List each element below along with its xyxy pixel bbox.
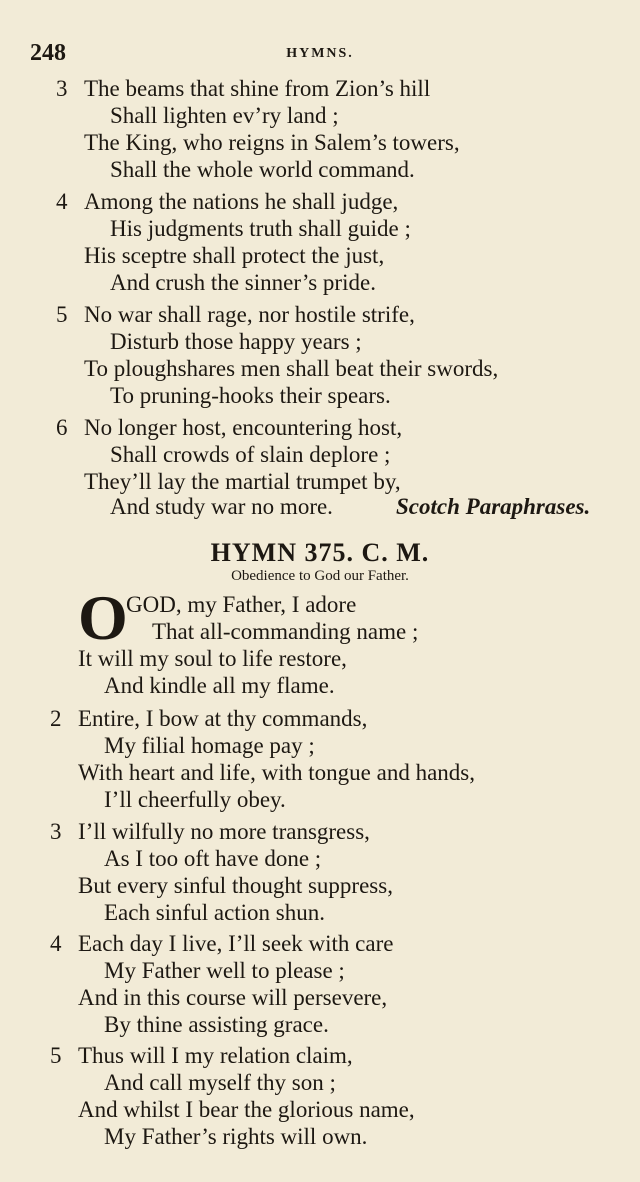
stanza-number: 5 [50, 1043, 62, 1068]
stanza-number: 4 [56, 189, 68, 214]
verse-line: I’ll wilfully no more transgress, [78, 819, 370, 844]
attribution: Scotch Paraphrases. [396, 494, 591, 519]
verse-line: His sceptre shall protect the just, [84, 243, 385, 268]
page-header [30, 40, 610, 70]
verse-line: Each sinful action shun. [104, 900, 326, 925]
verse-line: His judgments truth shall guide ; [110, 216, 411, 241]
stanza-number: 4 [50, 931, 62, 956]
verse-line: And kindle all my flame. [104, 673, 335, 698]
verse-line: And call myself thy son ; [104, 1070, 336, 1095]
verse-line: No longer host, encountering host, [84, 415, 403, 440]
stanza-number: 5 [56, 302, 68, 327]
verse-line: My Father well to please ; [104, 958, 345, 983]
verse-line: I’ll cheerfully obey. [104, 787, 286, 812]
running-head: HYMNS. [286, 46, 354, 61]
verse-line: And whilst I bear the glorious name, [78, 1097, 415, 1122]
verse-line: Thus will I my relation claim, [78, 1043, 353, 1068]
verse-line: As I too oft have done ; [104, 846, 322, 871]
verse-line: My filial homage pay ; [104, 733, 315, 758]
verse-line: And in this course will persevere, [78, 985, 388, 1010]
verse-line: The King, who reigns in Salem’s towers, [84, 130, 460, 155]
verse-line: That all-commanding name ; [152, 619, 419, 644]
hymn-subtitle: Obedience to God our Father. [231, 568, 409, 584]
stanza-number: 6 [56, 415, 68, 440]
page-number: 248 [30, 40, 66, 66]
verse-line: And crush the sinner’s pride. [110, 270, 376, 295]
stanza-number: 2 [50, 706, 62, 731]
verse-line: My Father’s rights will own. [104, 1124, 368, 1149]
verse-line: No war shall rage, nor hostile strife, [84, 302, 415, 327]
verse-line: And study war no more. [110, 494, 333, 519]
verse-line: Disturb those happy years ; [110, 329, 362, 354]
verse-line: Shall crowds of slain deplore ; [110, 442, 391, 467]
stanza-number: 3 [56, 76, 68, 101]
verse-line: To ploughshares men shall beat their swords, [84, 356, 499, 381]
verse-line: The beams that shine from Zion’s hill [84, 76, 431, 101]
verse-line: Among the nations he shall judge, [84, 189, 399, 214]
verse-line: They’ll lay the martial trumpet by, [84, 469, 401, 494]
verse-line: Each day I live, I’ll seek with care [78, 931, 394, 956]
drop-cap: O [78, 582, 128, 653]
verse-line: With heart and life, with tongue and hands, [78, 760, 475, 785]
verse-line: By thine assisting grace. [104, 1012, 329, 1037]
verse-line: But every sinful thought suppress, [78, 873, 393, 898]
hymn-title: HYMN 375. C. M. [210, 538, 430, 567]
verse-line: Shall the whole world command. [110, 157, 415, 182]
verse-line: Entire, I bow at thy commands, [78, 706, 368, 731]
verse-line: GOD, my Father, I adore [126, 592, 357, 617]
verse-line: Shall lighten ev’ry land ; [110, 103, 339, 128]
verse-line: To pruning-hooks their spears. [110, 383, 391, 408]
stanza-number: 3 [50, 819, 62, 844]
verse-line: It will my soul to life restore, [78, 646, 347, 671]
